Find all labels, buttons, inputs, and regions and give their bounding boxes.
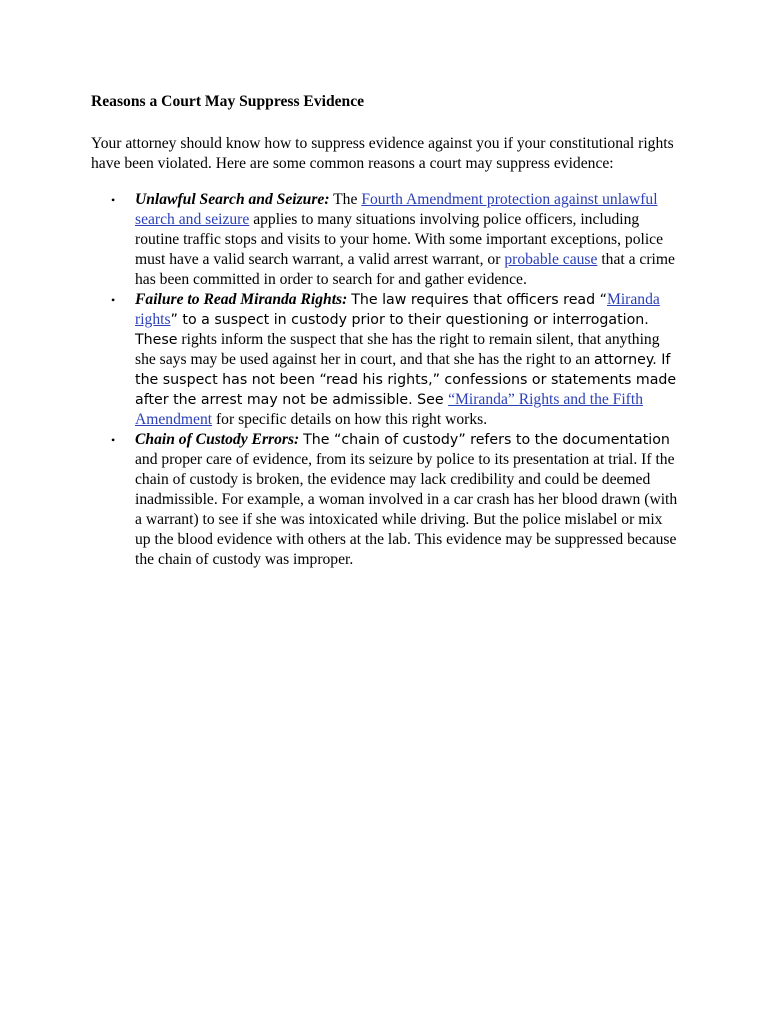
bullet-icon: • bbox=[111, 193, 116, 207]
fourth-amendment-link[interactable]: Fourth Amendment protection against unlawful search and seizure bbox=[135, 191, 658, 228]
intro-paragraph: Your attorney should know how to suppress evidence against you if your constitutional rights have been violated. Here are some common reasons a court may suppress evidence: bbox=[91, 135, 674, 172]
item-text: attorney. If the suspect has not been “read his rights,” confessions or statements made after the arrest may not be admissible. See bbox=[135, 352, 677, 408]
item-text: The “chain of custody” refers to the documentation bbox=[303, 432, 670, 448]
list-item-chain-of-custody bbox=[91, 430, 681, 570]
document-page bbox=[91, 92, 681, 570]
bullet-icon: • bbox=[111, 433, 116, 447]
item-text: and proper care of evidence, from its seizure by police to its presentation at trial. If the chain of custody is broken, the evidence may lack credibility and could be deemed inadmissible. For example, a woman involved in a car crash has her blood drawn (with a warrant) to see if she was intoxicated while driving. But the police mislabel or mix up the blood evidence with others at the lab. This evidence may be suppressed because the chain of custody was improper. bbox=[135, 451, 678, 568]
page-title: Reasons a Court May Suppress Evidence bbox=[91, 93, 365, 110]
reasons-list bbox=[91, 190, 681, 570]
miranda-rights-link[interactable]: Miranda rights bbox=[135, 291, 660, 328]
item-text: ” to a suspect in custody prior to their questioning or interrogation. These bbox=[135, 312, 649, 348]
item-text: The law requires that officers read “ bbox=[351, 292, 607, 308]
item-text: rights inform the suspect that she has the right to remain silent, that anything she says may be used against her in court, and that she has the right to an bbox=[135, 331, 660, 368]
item-term: Failure to Read Miranda Rights: bbox=[135, 291, 348, 308]
miranda-fifth-amendment-link[interactable]: “Miranda” Rights and the Fifth Amendment bbox=[135, 391, 644, 428]
item-text: applies to many situations involving police officers, including routine traffic stops and visits to your home. With some important exceptions, police must have a valid search warrant, a valid arrest warrant, or bbox=[135, 211, 664, 268]
item-term: Chain of Custody Errors: bbox=[135, 431, 300, 448]
list-item-unlawful-search bbox=[91, 190, 681, 290]
item-term: Unlawful Search and Seizure: bbox=[135, 191, 330, 208]
bullet-icon: • bbox=[111, 293, 116, 307]
item-text: The bbox=[333, 191, 362, 208]
item-text: for specific details on how this right works. bbox=[212, 411, 488, 428]
probable-cause-link[interactable]: probable cause bbox=[504, 251, 598, 268]
item-text: that a crime has been committed in order to search for and gather evidence. bbox=[135, 251, 675, 288]
list-item-miranda-rights bbox=[91, 290, 681, 430]
